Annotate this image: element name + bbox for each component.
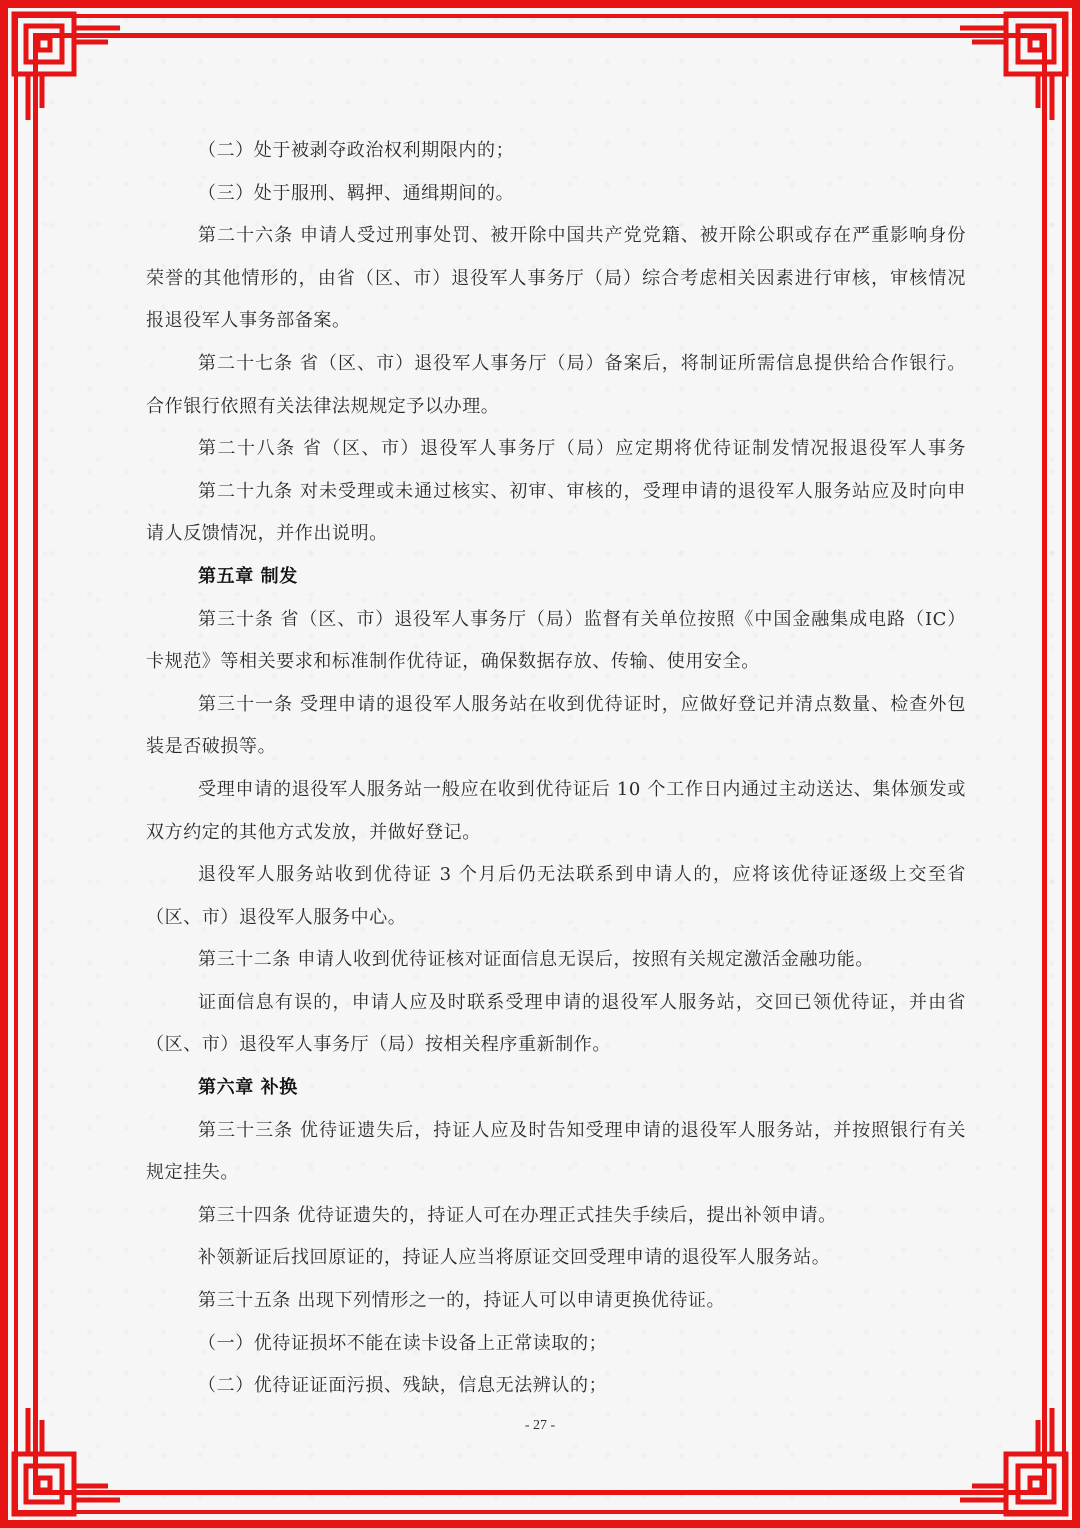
text-line: 第二十七条 省（区、市）退役军人事务厅（局）备案后，将制证所需信息提供给合作银行。: [198, 352, 966, 374]
document-body: [146, 130, 966, 1408]
text-line: 第三十五条 出现下列情形之一的，持证人可以申请更换优待证。: [198, 1290, 726, 1312]
text-line: 双方约定的其他方式发放，并做好登记。: [146, 821, 481, 843]
text-line: 第二十六条 申请人受过刑事处罚、被开除中国共产党党籍、被开除公职或存在严重影响身份: [198, 225, 966, 247]
text-line: 请人反馈情况，并作出说明。: [146, 523, 388, 545]
text-line: （三）处于服刑、羁押、通缉期间的。: [198, 182, 515, 204]
text-line: 卡规范》等相关要求和标准制作优待证，确保数据存放、传输、使用安全。: [146, 651, 760, 673]
text-line: 第三十条 省（区、市）退役军人事务厅（局）监督有关单位按照《中国金融集成电路（IC）: [198, 608, 966, 630]
text-line: 第三十三条 优待证遗失后，持证人应及时告知受理申请的退役军人服务站，并按照银行有关: [198, 1119, 966, 1141]
text-line: 荣誉的其他情形的，由省（区、市）退役军人事务厅（局）综合考虑相关因素进行审核，审核情况: [146, 267, 966, 289]
text-line: 合作银行依照有关法律法规规定予以办理。: [146, 395, 500, 417]
chapter-heading: 第五章 制发: [198, 565, 298, 587]
text-line: 补领新证后找回原证的，持证人应当将原证交回受理申请的退役军人服务站。: [198, 1247, 831, 1269]
chapter-heading: 第六章 补换: [198, 1077, 298, 1099]
text-line: 第二十九条 对未受理或未通过核实、初审、审核的，受理申请的退役军人服务站应及时向申: [198, 480, 966, 502]
text-line: （一）优待证损坏不能在读卡设备上正常读取的；: [198, 1332, 608, 1354]
text-line: 第三十一条 受理申请的退役军人服务站在收到优待证时，应做好登记并清点数量、检查外包: [198, 693, 966, 715]
text-line: （区、市）退役军人事务厅（局）按相关程序重新制作。: [146, 1034, 611, 1056]
text-line: 第三十四条 优待证遗失的，持证人可在办理正式挂失手续后，提出补领申请。: [198, 1204, 837, 1226]
text-line: 退役军人服务站收到优待证 3 个月后仍无法联系到申请人的，应将该优待证逐级上交至省: [198, 864, 966, 886]
text-line: 第二十八条 省（区、市）退役军人事务厅（局）应定期将优待证制发情况报退役军人事务: [198, 438, 966, 460]
page-number: - 27 -: [524, 1418, 556, 1433]
text-line: （二）优待证证面污损、残缺，信息无法辨认的；: [198, 1375, 608, 1397]
text-line: 装是否破损等。: [146, 736, 277, 758]
text-line: 报退役军人事务部备案。: [146, 310, 351, 332]
text-line: 第三十二条 申请人收到优待证核对证面信息无误后，按照有关规定激活金融功能。: [198, 949, 874, 971]
corner-ornament-top-left: [8, 8, 128, 128]
text-line: 规定挂失。: [146, 1162, 239, 1184]
text-line: 受理申请的退役军人服务站一般应在收到优待证后 10 个工作日内通过主动送达、集体颁发或: [198, 778, 966, 800]
text-line: 证面信息有误的，申请人应及时联系受理申请的退役军人服务站，交回已领优待证，并由省: [198, 991, 966, 1013]
text-line: （区、市）退役军人服务中心。: [146, 906, 407, 928]
corner-ornament-top-right: [952, 8, 1072, 128]
text-line: （二）处于被剥夺政治权利期限内的；: [198, 140, 515, 161]
